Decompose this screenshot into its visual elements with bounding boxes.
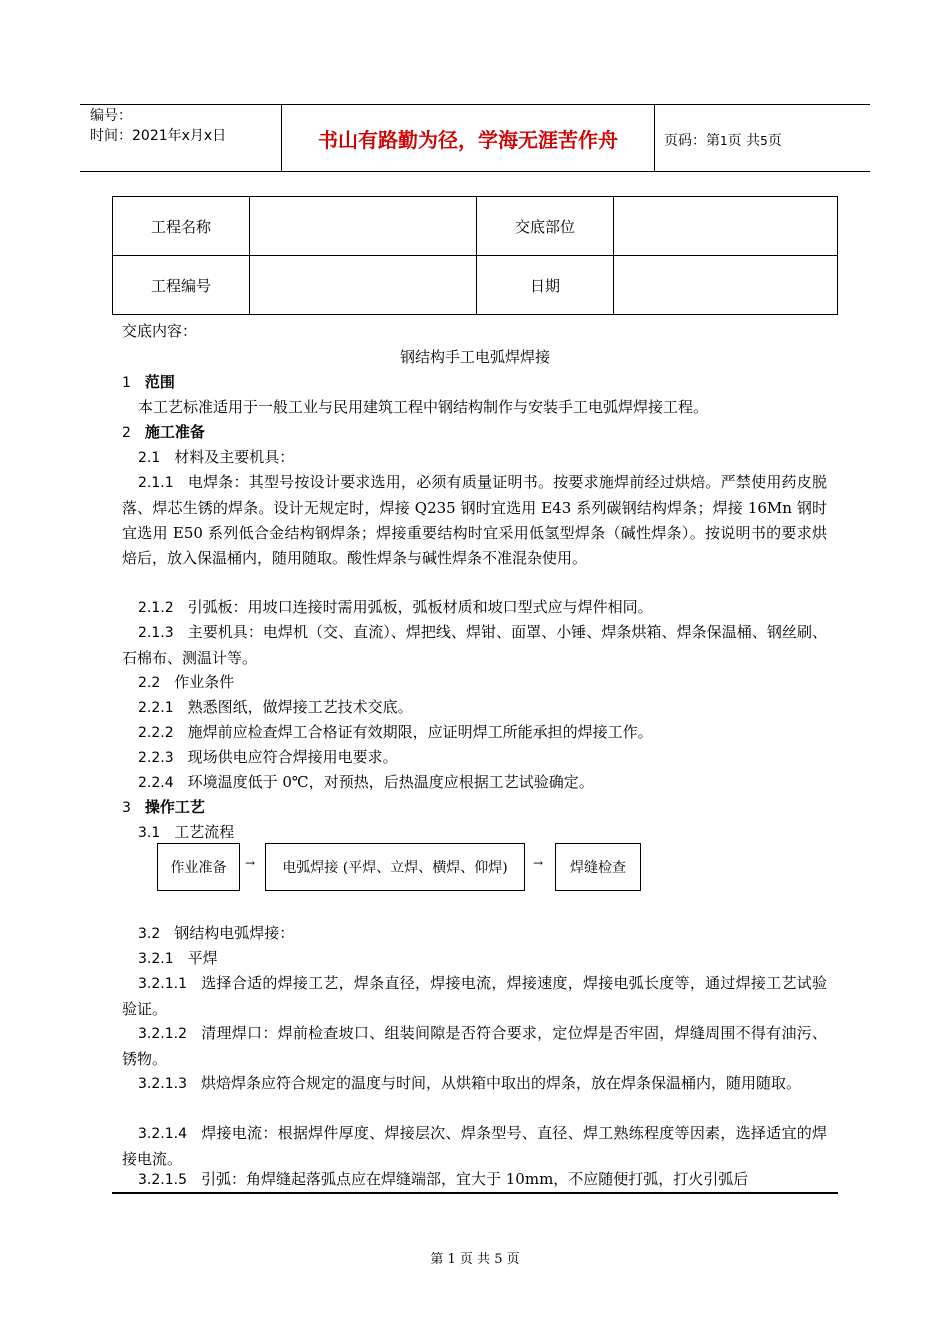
- section-2-2-4-num: 2.2.4: [138, 775, 174, 791]
- section-2-1-2-text: 引弧板：用坡口连接时需用弧板，弧板材质和坡口型式应与焊件相同。: [187, 598, 653, 616]
- section-2-2-2: [138, 720, 653, 746]
- section-3-2-1-2-text: 清理焊口：焊前检查坡口、组装间隙是否符合要求，定位焊是否牢固，焊缝周围不得有油污、锈物。: [122, 1024, 827, 1068]
- flow-arrow-1: →: [245, 856, 256, 870]
- page-suffix: 页: [767, 133, 782, 149]
- location-label: 交底部位: [477, 197, 614, 256]
- section-3-1-title: 工艺流程: [174, 823, 235, 841]
- section-2-title: 施工准备: [144, 423, 205, 441]
- doc-title: 钢结构手工电弧焊焊接: [399, 348, 550, 366]
- section-3-2-1-5-text: 引弧：角焊缝起落弧点应在焊缝端部，宜大于 10mm，不应随便打弧，打火引弧后: [200, 1170, 749, 1188]
- section-3-title: 操作工艺: [144, 798, 205, 816]
- section-2-1-1-num: 2.1.1: [138, 475, 174, 491]
- section-1-num: 1: [122, 375, 131, 391]
- section-3-2-1-5: [122, 1167, 827, 1192]
- header-meta: [90, 106, 226, 146]
- section-3-2-1-4: [122, 1121, 827, 1172]
- section-2-1-2: [122, 595, 827, 621]
- page-total: 5: [760, 134, 768, 148]
- project-no-value: [250, 256, 477, 315]
- section-2-1-num: 2.1: [138, 450, 161, 466]
- section-3-2-1-3-num: 3.2.1.3: [138, 1076, 187, 1092]
- header-number: 编号：: [90, 108, 132, 124]
- section-3-2-1-heading: [138, 946, 218, 972]
- project-no-label: 工程编号: [113, 256, 250, 315]
- section-3-2-num: 3.2: [138, 926, 161, 942]
- section-3-2-1-2: [122, 1021, 827, 1072]
- section-3-2-1-3: [122, 1071, 827, 1097]
- section-2-2-4-text: 环境温度低于 0℃，对预热，后热温度应根据工艺试验确定。: [187, 773, 594, 791]
- header-divider-2: [654, 104, 655, 172]
- date-label: 日期: [477, 256, 614, 315]
- section-2-1-3: [122, 620, 827, 671]
- section-2-num: 2: [122, 425, 131, 441]
- section-2-2-1-num: 2.2.1: [138, 700, 174, 716]
- section-2-2-2-text: 施焊前应检查焊工合格证有效期限，应证明焊工所能承担的焊接工作。: [187, 723, 653, 741]
- section-3-2-1-1-text: 选择合适的焊接工艺，焊条直径，焊接电流，焊接速度，焊接电弧长度等，通过焊接工艺试验验证。: [122, 974, 827, 1018]
- section-3-2-1-1-num: 3.2.1.1: [138, 976, 187, 992]
- section-2-1-1-text: 电焊条：其型号按设计要求选用，必须有质量证明书。按要求施焊前经过烘焙。严禁使用药皮脱落、焊芯生锈的焊条。设计无规定时，焊接 Q235 钢时宜选用 E43 系列碳钢结构焊条；焊接 16Mn 钢时宜选用 E50 系列低合金结构钢焊条；焊接重要结构时宜采用低氢型焊条（碱性焊条）。按说明书的要求烘焙后，放入保温桶内，随用随取。酸性焊条与碱性焊条不准混杂使用。: [122, 473, 827, 567]
- table-row: [113, 197, 838, 256]
- section-2-1-3-num: 2.1.3: [138, 625, 174, 641]
- section-3-2-1-4-num: 3.2.1.4: [138, 1126, 187, 1142]
- flow-step-inspection: 焊缝检查: [555, 843, 641, 891]
- section-2-2-3-num: 2.2.3: [138, 750, 174, 766]
- page-prefix: 页码：第: [664, 133, 720, 149]
- section-3-2-1-5-num: 3.2.1.5: [138, 1172, 187, 1188]
- section-3-2-1-3-text: 烘焙焊条应符合规定的温度与时间，从烘箱中取出的焊条，放在焊条保温桶内，随用随取。: [200, 1074, 801, 1092]
- section-2-1-title: 材料及主要机具：: [174, 448, 295, 466]
- content-bottom-rule: [112, 1192, 838, 1194]
- section-2-2-num: 2.2: [138, 675, 161, 691]
- header-motto: 书山有路勤为径，学海无涯苦作舟: [318, 128, 618, 152]
- content-label: 交底内容：: [122, 322, 198, 340]
- section-2-1-1: [122, 470, 827, 571]
- section-2-1-heading: [138, 445, 294, 471]
- section-2-1-3-text: 主要机具：电焊机（交、直流）、焊把线、焊钳、面罩、小锤、焊条烘箱、焊条保温桶、钢丝刷、石棉布、测温计等。: [122, 623, 827, 667]
- section-2-2-3-text: 现场供电应符合焊接用电要求。: [187, 748, 398, 766]
- header-page-info: [664, 130, 782, 150]
- header-bottom-rule: [80, 171, 870, 172]
- section-2-2-1: [138, 695, 413, 721]
- section-2-2-4: [138, 770, 594, 796]
- section-1-text: 本工艺标准适用于一般工业与民用建筑工程中钢结构制作与安装手工电弧焊焊接工程。: [138, 398, 709, 416]
- section-2-2-3: [138, 745, 398, 771]
- section-3-2-title: 钢结构电弧焊接：: [174, 924, 295, 942]
- table-row: [113, 256, 838, 315]
- page-current: 1: [720, 134, 728, 148]
- project-name-label: 工程名称: [113, 197, 250, 256]
- project-info-table: [112, 196, 838, 315]
- page-footer: 第 1 页 共 5 页: [430, 1252, 520, 1267]
- section-3-2-1-num: 3.2.1: [138, 951, 174, 967]
- section-3-2-1-1: [122, 971, 827, 1022]
- section-2-heading: [122, 420, 205, 446]
- section-2-2-title: 作业条件: [174, 673, 235, 691]
- section-2-2-2-num: 2.2.2: [138, 725, 174, 741]
- date-value: [614, 256, 838, 315]
- project-name-value: [250, 197, 477, 256]
- section-1-heading: [122, 370, 175, 396]
- section-3-2-1-4-text: 焊接电流：根据焊件厚度、焊接层次、焊条型号、直径、焊工熟练程度等因素，选择适宜的焊接电流。: [122, 1124, 827, 1168]
- section-2-2-1-text: 熟悉图纸，做焊接工艺技术交底。: [187, 698, 413, 716]
- header-time: 时间：2021年x月x日: [90, 128, 227, 144]
- section-1-title: 范围: [144, 373, 175, 391]
- header-top-rule: [80, 104, 870, 105]
- section-3-2-1-title: 平焊: [187, 949, 218, 967]
- section-3-heading: [122, 795, 205, 821]
- section-3-2-heading: [138, 921, 294, 947]
- section-3-1-num: 3.1: [138, 825, 161, 841]
- flow-arrow-2: →: [533, 856, 544, 870]
- location-value: [614, 197, 838, 256]
- flow-step-welding: 电弧焊接 (平焊、立焊、横焊、仰焊): [265, 843, 525, 891]
- flow-step-prepare: 作业准备: [157, 843, 240, 891]
- section-3-num: 3: [122, 800, 131, 816]
- section-3-2-1-2-num: 3.2.1.2: [138, 1026, 187, 1042]
- section-2-2-heading: [138, 670, 234, 696]
- section-2-1-2-num: 2.1.2: [138, 600, 174, 616]
- page-mid: 页 共: [727, 133, 761, 149]
